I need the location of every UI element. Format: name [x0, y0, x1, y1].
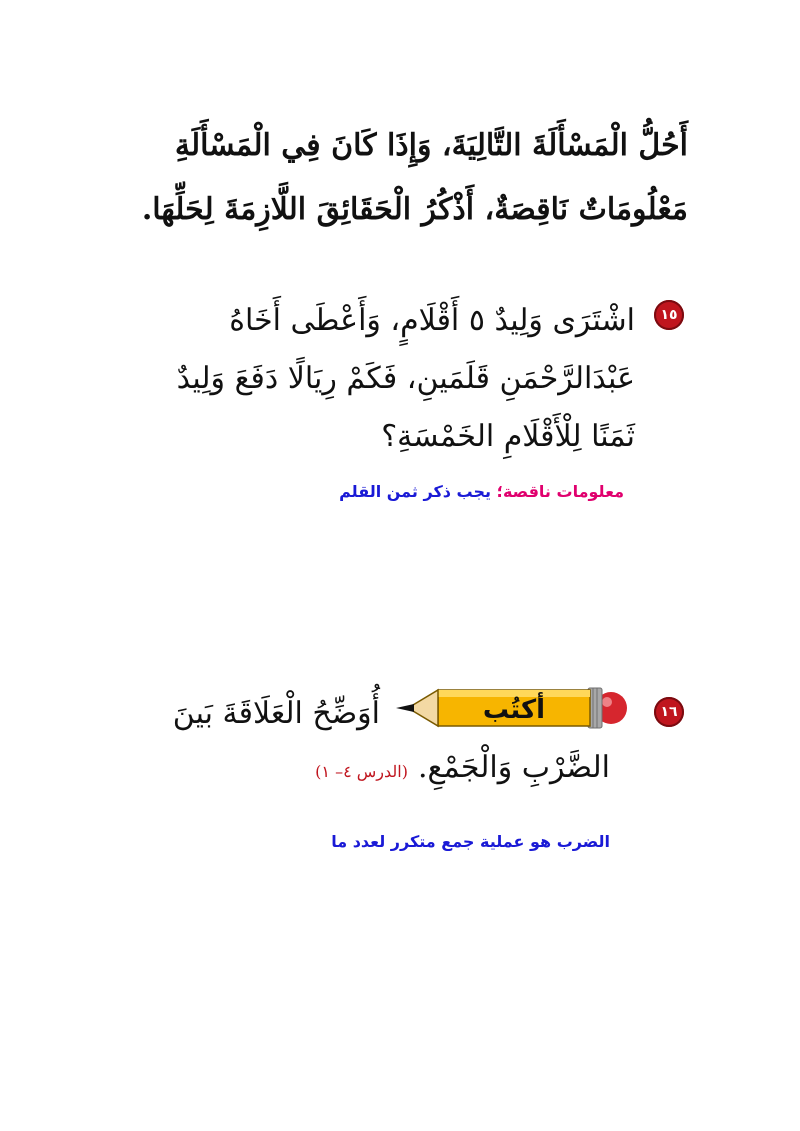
- question-16-line1: أُوَضِّحُ الْعَلَاقَةَ بَينَ: [172, 696, 380, 731]
- instruction-text: أَحُلُّ الْمَسْأَلَةَ التَّالِيَةَ، وَإِذَا كَانَ فِي الْمَسْأَلَةِ مَعْلُومَاتٌ نَاقِصَةٌ، أَذْكُرُ الْحَقَائِقَ اللَّازِمَةَ لِحَلِّهَا.: [141, 128, 688, 227]
- question-15-text: اشْتَرَى وَلِيدٌ ٥ أَقْلَامٍ، وَأَعْطَى أَخَاهُ عَبْدَالرَّحْمَنِ قَلَمَينِ، فَكَمْ رِيَالًا دَفَعَ وَلِيدٌ ثَمَنًا لِلْأَقْلَامِ الخَمْسَةِ؟: [176, 303, 635, 454]
- question-15-answer: [339, 482, 624, 501]
- lesson-reference: (الدرس ٤– ١): [315, 762, 408, 781]
- question-15-answer-part2: يجب ذكر ثمن القلم: [339, 482, 497, 501]
- question-16-line2: [160, 742, 610, 798]
- question-15-number-badge: ١٥: [654, 300, 684, 330]
- pencil-label: أكتُب: [482, 695, 546, 725]
- pencil-lead: [396, 704, 414, 712]
- question-16-text: الضَّرْبِ وَالْجَمْعِ.: [418, 750, 610, 785]
- question-16-answer: الضرب هو عملية جمع متكرر لعدد ما: [331, 832, 610, 851]
- question-16-number-badge: ١٦: [654, 697, 684, 727]
- question-15-answer-part1: معلومات ناقصة؛: [496, 482, 624, 501]
- pencil-write-icon: [388, 674, 628, 742]
